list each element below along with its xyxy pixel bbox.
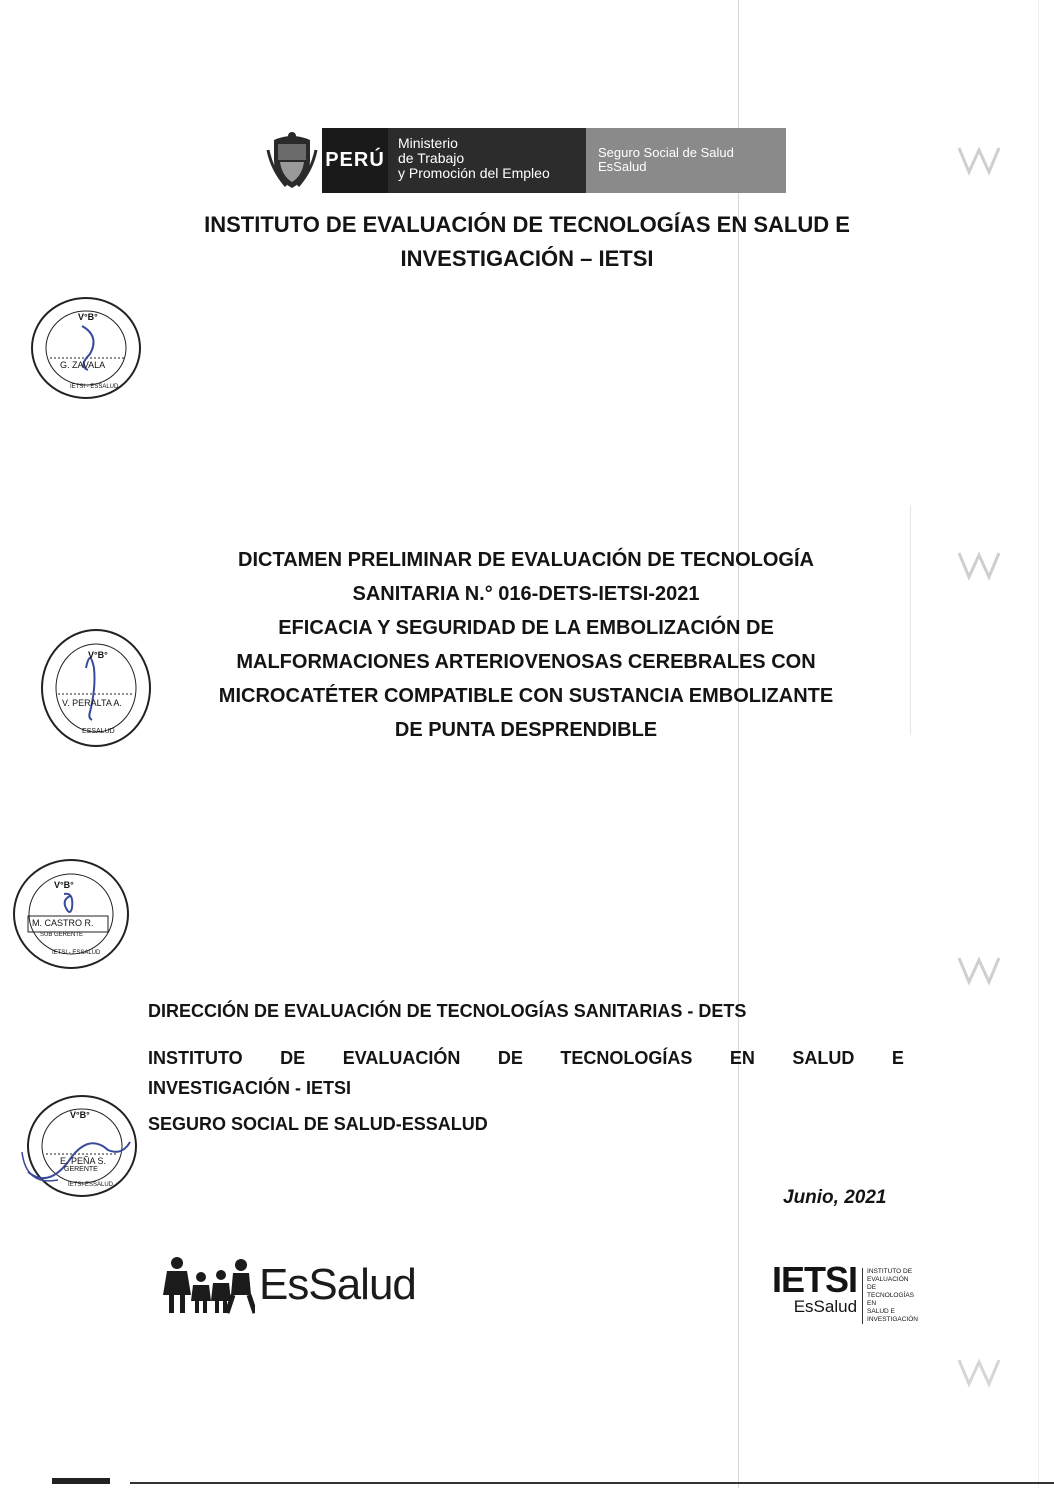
direction-name: DIRECCIÓN DE EVALUACIÓN DE TECNOLOGÍAS SANITARIAS - DETS [148,1001,747,1021]
essalud-wordmark: EsSalud [259,1260,416,1309]
ietsi-subtitle: EsSalud [793,1297,858,1316]
scan-bottom-mark [52,1478,110,1484]
faint-stamp-icon [955,545,1003,583]
ministry-label: Ministerio de Trabajo y Promoción del Empleo [388,128,586,193]
ietsi-description: INSTITUTO DE EVALUACIÓN DE TECNOLOGÍAS EN SALUD E INVESTIGACIÓN [862,1268,919,1324]
agency-label: Seguro Social de Salud EsSalud [586,128,786,193]
peru-coat-of-arms-icon [262,128,322,193]
faint-stamp-icon [955,950,1003,988]
institute-heading: INSTITUTO DE EVALUACIÓN DE TECNOLOGÍAS EN SALUD E INVESTIGACIÓN – IETSI [204,212,850,271]
family-figures-icon [163,1255,255,1315]
dictamen-title: DICTAMEN PRELIMINAR DE EVALUACIÓN DE TECNOLOGÍA SANITARIA N.° 016-DETS-IETSI-2021 EFICACIA Y SEGURIDAD DE LA EMBOLIZACIÓN DE MALFORMACIONES ARTERIOVENOSAS CEREBRALES CON MICROCATÉTER COMPATIBLE CON SUSTANCIA EMBOLIZANTE DE PUNTA DESPRENDIBLE [218,549,834,741]
scan-bottom-rule [130,1482,1054,1484]
approval-seal-pena: V°B° E. PEÑA S. GERENTE IETSI-ESSALUD [18,1092,138,1202]
institute-name: INSTITUTO DE EVALUACIÓN DE TECNOLOGÍAS EN SALUD E INVESTIGACIÓN - IETSI [148,1048,904,1098]
document-date: Junio, 2021 [783,1187,887,1208]
approval-seal-castro: V°B° M. CASTRO R. SUB GERENTE IETSI - ESSALUD [12,858,130,970]
peru-label: PERÚ [322,128,388,193]
essalud-logo [163,1255,416,1315]
approval-seal-peralta: V°B° V. PERALTA A. ESSALUD [40,628,152,748]
government-header-banner [262,128,786,193]
social-security-name: SEGURO SOCIAL DE SALUD-ESSALUD [148,1114,488,1134]
ietsi-logo [772,1259,919,1324]
faint-stamp-icon [955,1352,1003,1390]
scan-edge-line [910,505,911,735]
approval-seal-zavala: V°B° G. ZAVALA IETSI - ESSALUD [30,296,142,400]
faint-stamp-icon [955,140,1003,178]
ietsi-wordmark: IETSI [772,1259,858,1300]
